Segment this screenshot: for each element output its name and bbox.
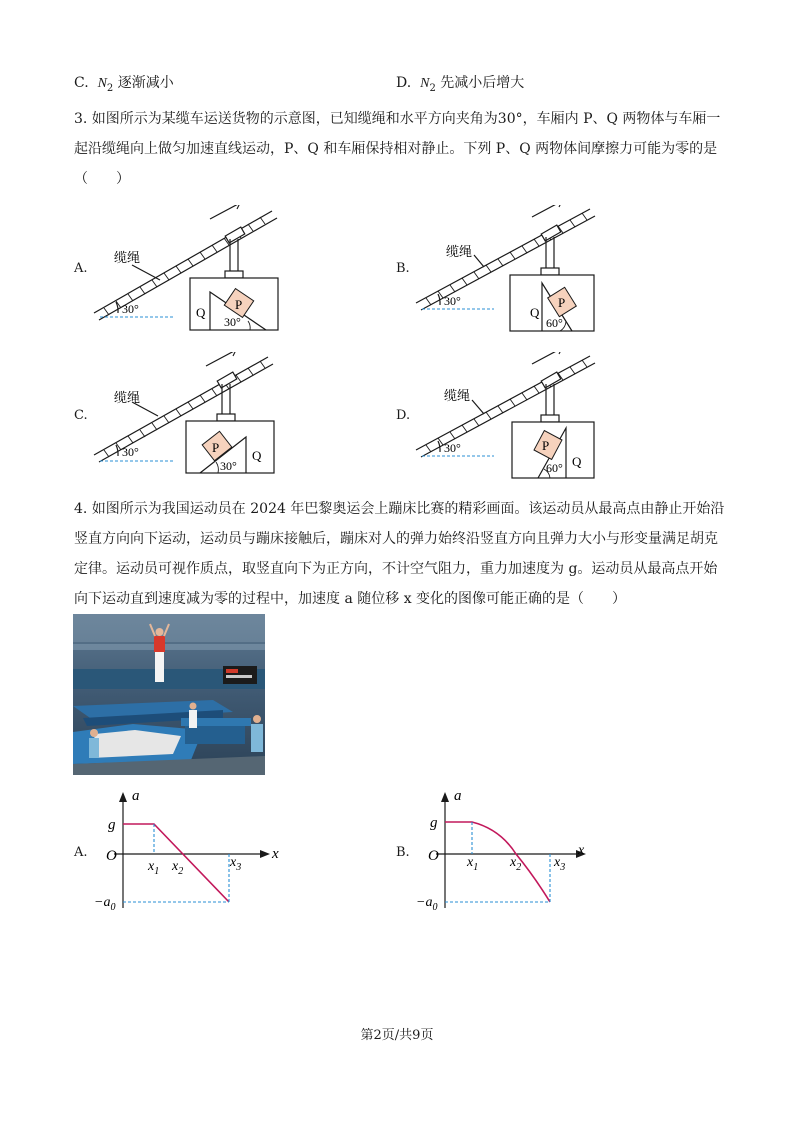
q3-a-q-label: Q <box>196 305 206 320</box>
q4-b-x3-sub: 3 <box>560 862 566 873</box>
option-d-q2: D. $N_2$ 先减小后增大 <box>396 75 525 94</box>
q4-line-1: 4. 如图所示为我国运动员在 2024 年巴黎奥运会上蹦床比赛的精彩画面。该运动员从最高点由静止开始沿 <box>74 501 725 517</box>
q3-c-q-label: Q <box>252 448 262 463</box>
q4-a-neg-sub: 0 <box>110 902 116 913</box>
q3-option-b-letter: B. <box>396 261 410 276</box>
svg-text:−a0 <box>94 895 115 913</box>
q3-c-p-label: P <box>212 440 220 455</box>
svg-text:x3 <box>553 855 565 873</box>
q3-line-1: 3. 如图所示为某缆车运送货物的示意图，已知缆绳和水平方向夹角为30°，车厢内 P、Q 两物体与车厢一 <box>74 111 721 127</box>
q3-line-2: 起沿缆绳向上做匀加速直线运动，P、Q 和车厢保持相对静止。下列 P、Q 两物体间摩擦力可能为零的是 <box>74 141 718 157</box>
q3-b-angle: 60° <box>546 316 563 330</box>
q3-diagram-d <box>412 352 612 482</box>
svg-text:x1 <box>466 855 478 873</box>
q3-b-p-label: P <box>558 295 566 310</box>
q4-graph-b <box>412 784 612 914</box>
q4-b-x2-sub: 2 <box>516 862 522 873</box>
q4-a-x3-sub: 3 <box>236 862 242 873</box>
q3-diagram-b <box>412 205 612 335</box>
q4-b-x1-sub: 1 <box>473 862 479 873</box>
q4-b-x2: x <box>510 855 517 870</box>
q3-d-angle: 60° <box>546 461 563 475</box>
q4-a-x1: x <box>148 859 155 874</box>
q4-line-2: 竖直方向向下运动，运动员与蹦床接触后，蹦床对人的弹力始终沿竖直方向且弹力大小与形变量满足胡克 <box>74 531 718 547</box>
q3-c-cable-label: 缆绳 <box>114 390 141 405</box>
q4-b-g-label: g <box>430 815 438 831</box>
q3-d-p-label: P <box>542 438 550 453</box>
q3-b-q-label: Q <box>530 305 540 320</box>
q4-b-y-axis-label: a <box>454 788 462 804</box>
q4-b-origin: O <box>428 848 439 864</box>
svg-text:−a0 <box>416 895 437 913</box>
q4-a-x-axis-label: x <box>272 846 279 862</box>
q4-b-x-axis-label: x <box>578 843 585 858</box>
svg-text:x1 <box>147 859 159 877</box>
q4-graph-a <box>90 784 290 914</box>
q4-b-neg-sub: 0 <box>432 902 438 913</box>
a-vs-x-curve-b <box>445 822 550 902</box>
q3-b-rope-angle: 30° <box>444 294 461 308</box>
q3-c-angle: 30° <box>220 459 237 473</box>
q3-d-q-label: Q <box>572 454 582 469</box>
q3-c-rope-angle: 30° <box>122 445 139 459</box>
q4-a-y-axis-label: a <box>132 788 140 804</box>
q3-a-p-label: P <box>235 297 243 312</box>
q4-option-b-letter: B. <box>396 845 410 860</box>
q3-paren: （ ） <box>74 171 130 187</box>
q4-a-x2-sub: 2 <box>178 866 184 877</box>
q4-line-4: 向下运动直到速度减为零的过程中，加速度 a 随位移 x 变化的图像可能正确的是（ ） <box>74 591 627 607</box>
q4-a-x2: x <box>172 859 179 874</box>
q4-b-neg-label: −a <box>416 895 433 910</box>
option-c-q2: C. $N_2$ 逐渐减小 <box>74 75 174 94</box>
q3-a-cable-label: 缆绳 <box>114 250 141 265</box>
q4-a-origin: O <box>106 848 117 864</box>
q4-b-x3: x <box>554 855 561 870</box>
q3-diagram-a <box>90 205 290 335</box>
q3-d-rope-angle: 30° <box>444 441 461 455</box>
q3-b-cable-label: 缆绳 <box>446 244 473 259</box>
svg-text:x2 <box>171 859 183 877</box>
q3-option-a-letter: A. <box>74 261 88 276</box>
q4-line-3: 定律。运动员可视作质点，取竖直向下为正方向，不计空气阻力，重力加速度为 g。运动员从最高点开始 <box>74 561 718 577</box>
trampoline-photo <box>73 614 265 775</box>
q4-a-x1-sub: 1 <box>154 866 160 877</box>
q3-diagram-c <box>90 352 290 482</box>
q4-a-neg-label: −a <box>94 895 111 910</box>
q3-d-cable-label: 缆绳 <box>444 388 471 403</box>
q4-b-x1: x <box>467 855 474 870</box>
q3-a-rope-angle: 30° <box>122 302 139 316</box>
q3-option-c-letter: C. <box>74 408 88 423</box>
q3-a-angle: 30° <box>224 315 241 329</box>
q4-a-g-label: g <box>108 817 116 833</box>
q4-a-x3: x <box>230 855 237 870</box>
svg-text:x3 <box>229 855 241 873</box>
q3-option-d-letter: D. <box>396 408 411 423</box>
page-footer: 第2页/共9页 <box>360 1028 434 1043</box>
q4-option-a-letter: A. <box>74 845 88 860</box>
